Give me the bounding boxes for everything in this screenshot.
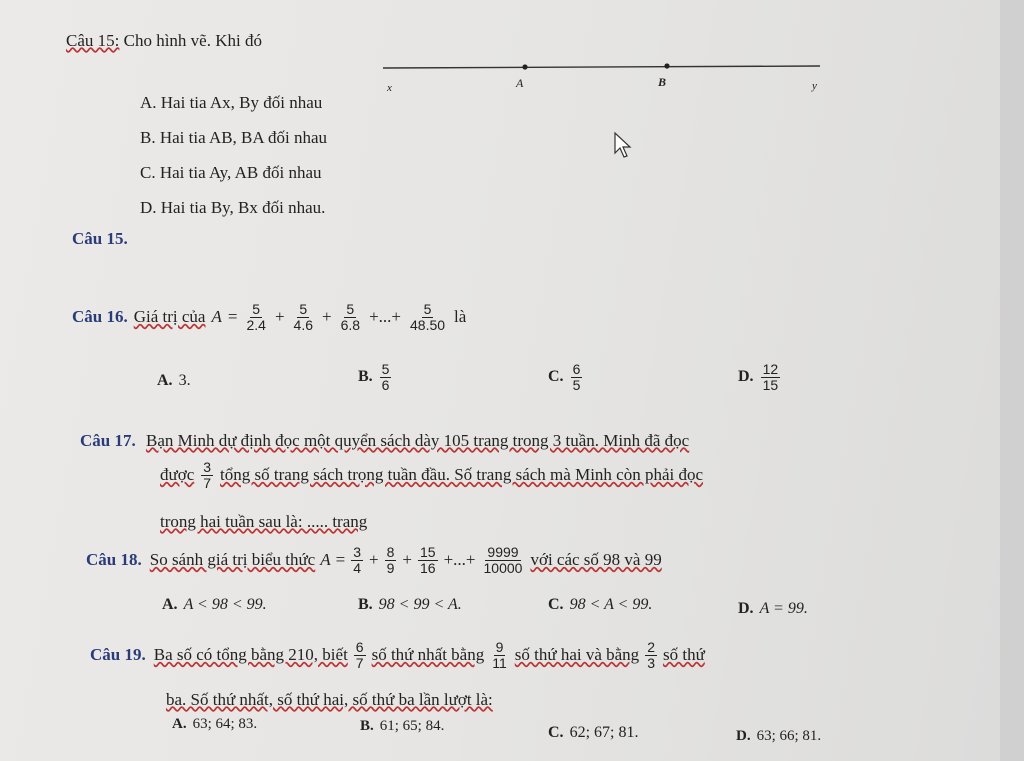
q17-text: tổng số trang sách trọng tuần đầu. Số trang sách mà Minh còn phải đọc: [220, 465, 704, 485]
q19-text: ba. Số thứ nhất, số thứ hai, số thứ ba lần lượt là:: [166, 690, 493, 709]
option-fraction: $\frac{5}{6}$: [381, 361, 390, 393]
q19-option-d[interactable]: [736, 728, 821, 745]
q16-eq: =: [227, 307, 238, 327]
q16-title: Câu 16.: [72, 307, 128, 327]
option-letter: A.: [172, 716, 187, 732]
q19-option-b[interactable]: [360, 718, 444, 735]
option-letter: C.: [548, 724, 564, 741]
option-text: Hai tia Ax, By đối nhau: [160, 93, 323, 112]
q18-title: Câu 18.: [86, 550, 142, 570]
ellipsis-sign: +...+: [369, 307, 401, 327]
q16-option-a[interactable]: [157, 372, 191, 390]
q18-term-4: $\frac{9999}{10000}$: [483, 544, 523, 576]
option-text: 61; 65; 84.: [379, 718, 445, 734]
label-x: x: [387, 82, 392, 94]
q18-eq: =: [335, 550, 346, 570]
q16-term-4: $\frac{5}{48.50}$: [410, 301, 446, 333]
option-text: Hai tia Ay, AB đối nhau: [159, 163, 322, 182]
q15-option-c[interactable]: [140, 163, 322, 183]
option-letter: D.: [738, 600, 754, 617]
plus-sign: +: [402, 550, 412, 570]
option-letter: C.: [548, 368, 564, 386]
option-text: 63; 66; 81.: [756, 728, 822, 744]
option-text: Hai tia AB, BA đối nhau: [159, 128, 328, 147]
q18-option-d[interactable]: [738, 600, 808, 618]
option-letter: D.: [738, 368, 754, 386]
page-edge: [1000, 0, 1024, 761]
q19-text: số thứ: [662, 645, 705, 665]
option-text: Hai tia By, Bx đối nhau.: [160, 198, 326, 217]
q16-var: A: [211, 307, 222, 327]
label-b: B: [658, 75, 667, 89]
point-b-dot: [664, 63, 669, 68]
q16-term-3: $\frac{5}{6.8}$: [340, 301, 361, 333]
q19-fraction-1: $\frac{6}{7}$: [355, 639, 364, 671]
q19-title: Câu 19.: [90, 645, 146, 665]
q18-option-a[interactable]: [162, 596, 267, 614]
q17-text: được: [160, 465, 195, 485]
q19-line-1: [90, 640, 705, 670]
q17-fraction: $\frac{3}{7}$: [203, 459, 212, 491]
ellipsis-sign: +...+: [443, 550, 476, 570]
point-a-dot: [522, 64, 527, 69]
q15-title: Câu 15:: [66, 31, 120, 50]
q19-fraction-2: $\frac{9}{11}$: [492, 639, 507, 671]
q15-line-figure: [0, 0, 1, 1]
option-text: 98 < 99 < A.: [378, 596, 462, 613]
q19-option-a[interactable]: [172, 716, 257, 733]
q17-title: Câu 17.: [80, 431, 136, 450]
option-fraction: $\frac{12}{15}$: [762, 361, 779, 393]
q16-row: [72, 302, 466, 332]
option-letter: B.: [358, 368, 373, 386]
option-text: 98 < A < 99.: [569, 596, 653, 613]
option-text: A = 99.: [759, 600, 808, 617]
q16-option-b[interactable]: [358, 362, 392, 392]
option-text: A < 98 < 99.: [183, 596, 267, 613]
q18-suffix: với các số 98 và 99: [530, 550, 662, 570]
label-a: A: [516, 76, 524, 90]
option-letter: D.: [140, 198, 157, 217]
option-text: 3.: [178, 372, 191, 389]
q19-text: Ba số có tổng bằng 210, biết: [153, 645, 348, 665]
q15-option-d[interactable]: [140, 198, 325, 218]
q18-term-3: $\frac{15}{16}$: [420, 544, 436, 576]
option-letter: B.: [140, 128, 156, 147]
mouse-cursor-icon: [615, 133, 616, 134]
q16-option-c[interactable]: [548, 362, 583, 392]
q16-prompt: Giá trị của: [133, 307, 206, 327]
q19-option-c[interactable]: [548, 724, 638, 742]
q19-fraction-3: $\frac{2}{3}$: [647, 639, 655, 671]
q17-line-3: [160, 512, 367, 532]
option-letter: A.: [157, 372, 173, 389]
q18-option-b[interactable]: [358, 596, 462, 614]
q18-prompt: So sánh giá trị biểu thức: [149, 550, 316, 570]
q19-line-2: [166, 690, 493, 710]
label-y: y: [812, 80, 817, 92]
q16-option-d[interactable]: [738, 362, 781, 392]
q18-term-1: $\frac{3}{4}$: [353, 544, 362, 576]
q15-prompt: Cho hình vẽ. Khi đó: [123, 31, 262, 50]
plus-sign: +: [274, 307, 285, 327]
option-letter: B.: [360, 718, 374, 734]
q17-line-2: [160, 460, 703, 490]
option-fraction: $\frac{6}{5}$: [572, 361, 581, 393]
option-text: 62; 67; 81.: [569, 724, 639, 741]
q15-option-b[interactable]: [140, 128, 327, 148]
q16-term-1: $\frac{5}{2.4}$: [246, 301, 266, 333]
q16-term-2: $\frac{5}{4.6}$: [293, 301, 313, 333]
plus-sign: +: [369, 550, 379, 570]
option-letter: C.: [140, 163, 156, 182]
q19-text: số thứ hai và bằng: [514, 645, 640, 665]
q17-text: Bạn Minh dự định đọc một quyển sách dày 105 trang trong 3 tuần. Minh đã đọc: [145, 431, 690, 450]
q16-suffix: là: [454, 307, 467, 327]
option-letter: B.: [358, 596, 373, 613]
option-text: 63; 64; 83.: [192, 716, 258, 732]
q15-heading: [66, 31, 262, 51]
q17-text: trong hai tuần sau là: ..... trang: [160, 512, 368, 531]
q18-var: A: [320, 550, 331, 570]
plus-sign: +: [322, 307, 332, 327]
q18-term-2: $\frac{8}{9}$: [386, 544, 395, 576]
q17-line-1: [80, 431, 689, 451]
q18-option-c[interactable]: [548, 596, 652, 614]
option-letter: D.: [736, 728, 751, 744]
q15-option-a[interactable]: [140, 93, 322, 113]
q15-answer-label: Câu 15.: [72, 229, 128, 248]
option-letter: C.: [548, 596, 564, 613]
option-letter: A.: [140, 93, 157, 112]
q19-text: số thứ nhất bằng: [371, 645, 485, 665]
option-letter: A.: [162, 596, 178, 613]
q18-row: [86, 545, 662, 575]
